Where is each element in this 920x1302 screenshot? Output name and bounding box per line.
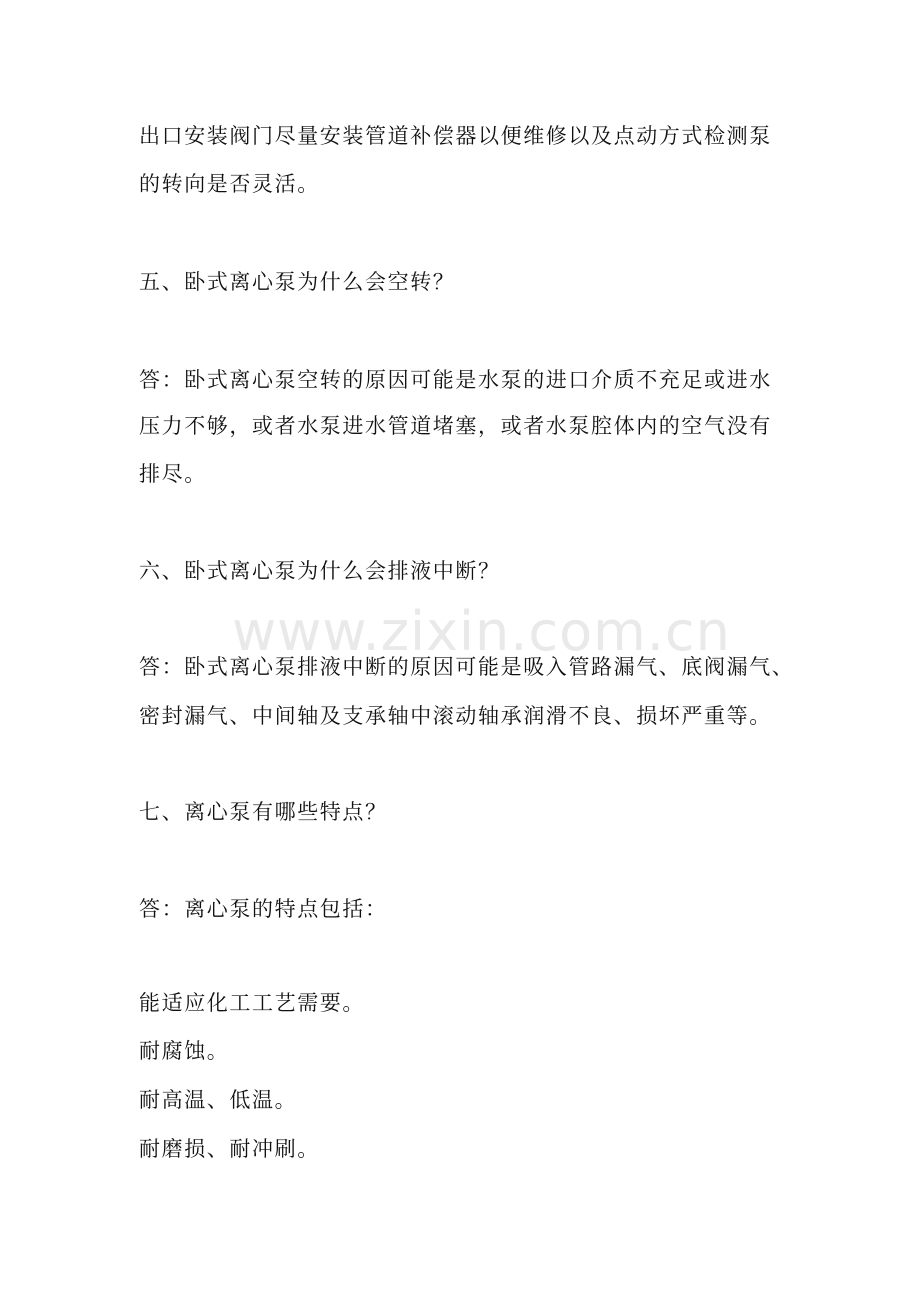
question-heading: 六、卧式离心泵为什么会排液中断？ — [139, 559, 501, 583]
paragraph-line: 出口安装阀门尽量安装管道补偿器以便维修以及点动方式检测泵 — [139, 124, 772, 148]
answer-line: 答：卧式离心泵空转的原因可能是水泵的进口介质不充足或进水 — [139, 368, 772, 392]
answer-line: 答：卧式离心泵排液中断的原因可能是吸入管路漏气、底阀漏气、 — [139, 655, 795, 679]
list-item: 耐高温、低温。 — [139, 1088, 298, 1112]
question-heading: 五、卧式离心泵为什么会空转？ — [139, 270, 456, 294]
paragraph-line: 的转向是否灵活。 — [139, 172, 320, 196]
watermark: www.zixin.com.cn — [232, 600, 731, 663]
list-item: 耐腐蚀。 — [139, 1039, 230, 1063]
answer-line: 答：离心泵的特点包括： — [139, 897, 388, 921]
answer-line: 密封漏气、中间轴及支承轴中滚动轴承润滑不良、损坏严重等。 — [139, 704, 772, 728]
list-item: 耐磨损、耐冲刷。 — [139, 1137, 320, 1161]
question-heading: 七、离心泵有哪些特点？ — [139, 800, 388, 824]
answer-line: 压力不够，或者水泵进水管道堵塞，或者水泵腔体内的空气没有 — [139, 414, 772, 438]
answer-line: 排尽。 — [139, 462, 207, 486]
list-item: 能适应化工工艺需要。 — [139, 991, 365, 1015]
